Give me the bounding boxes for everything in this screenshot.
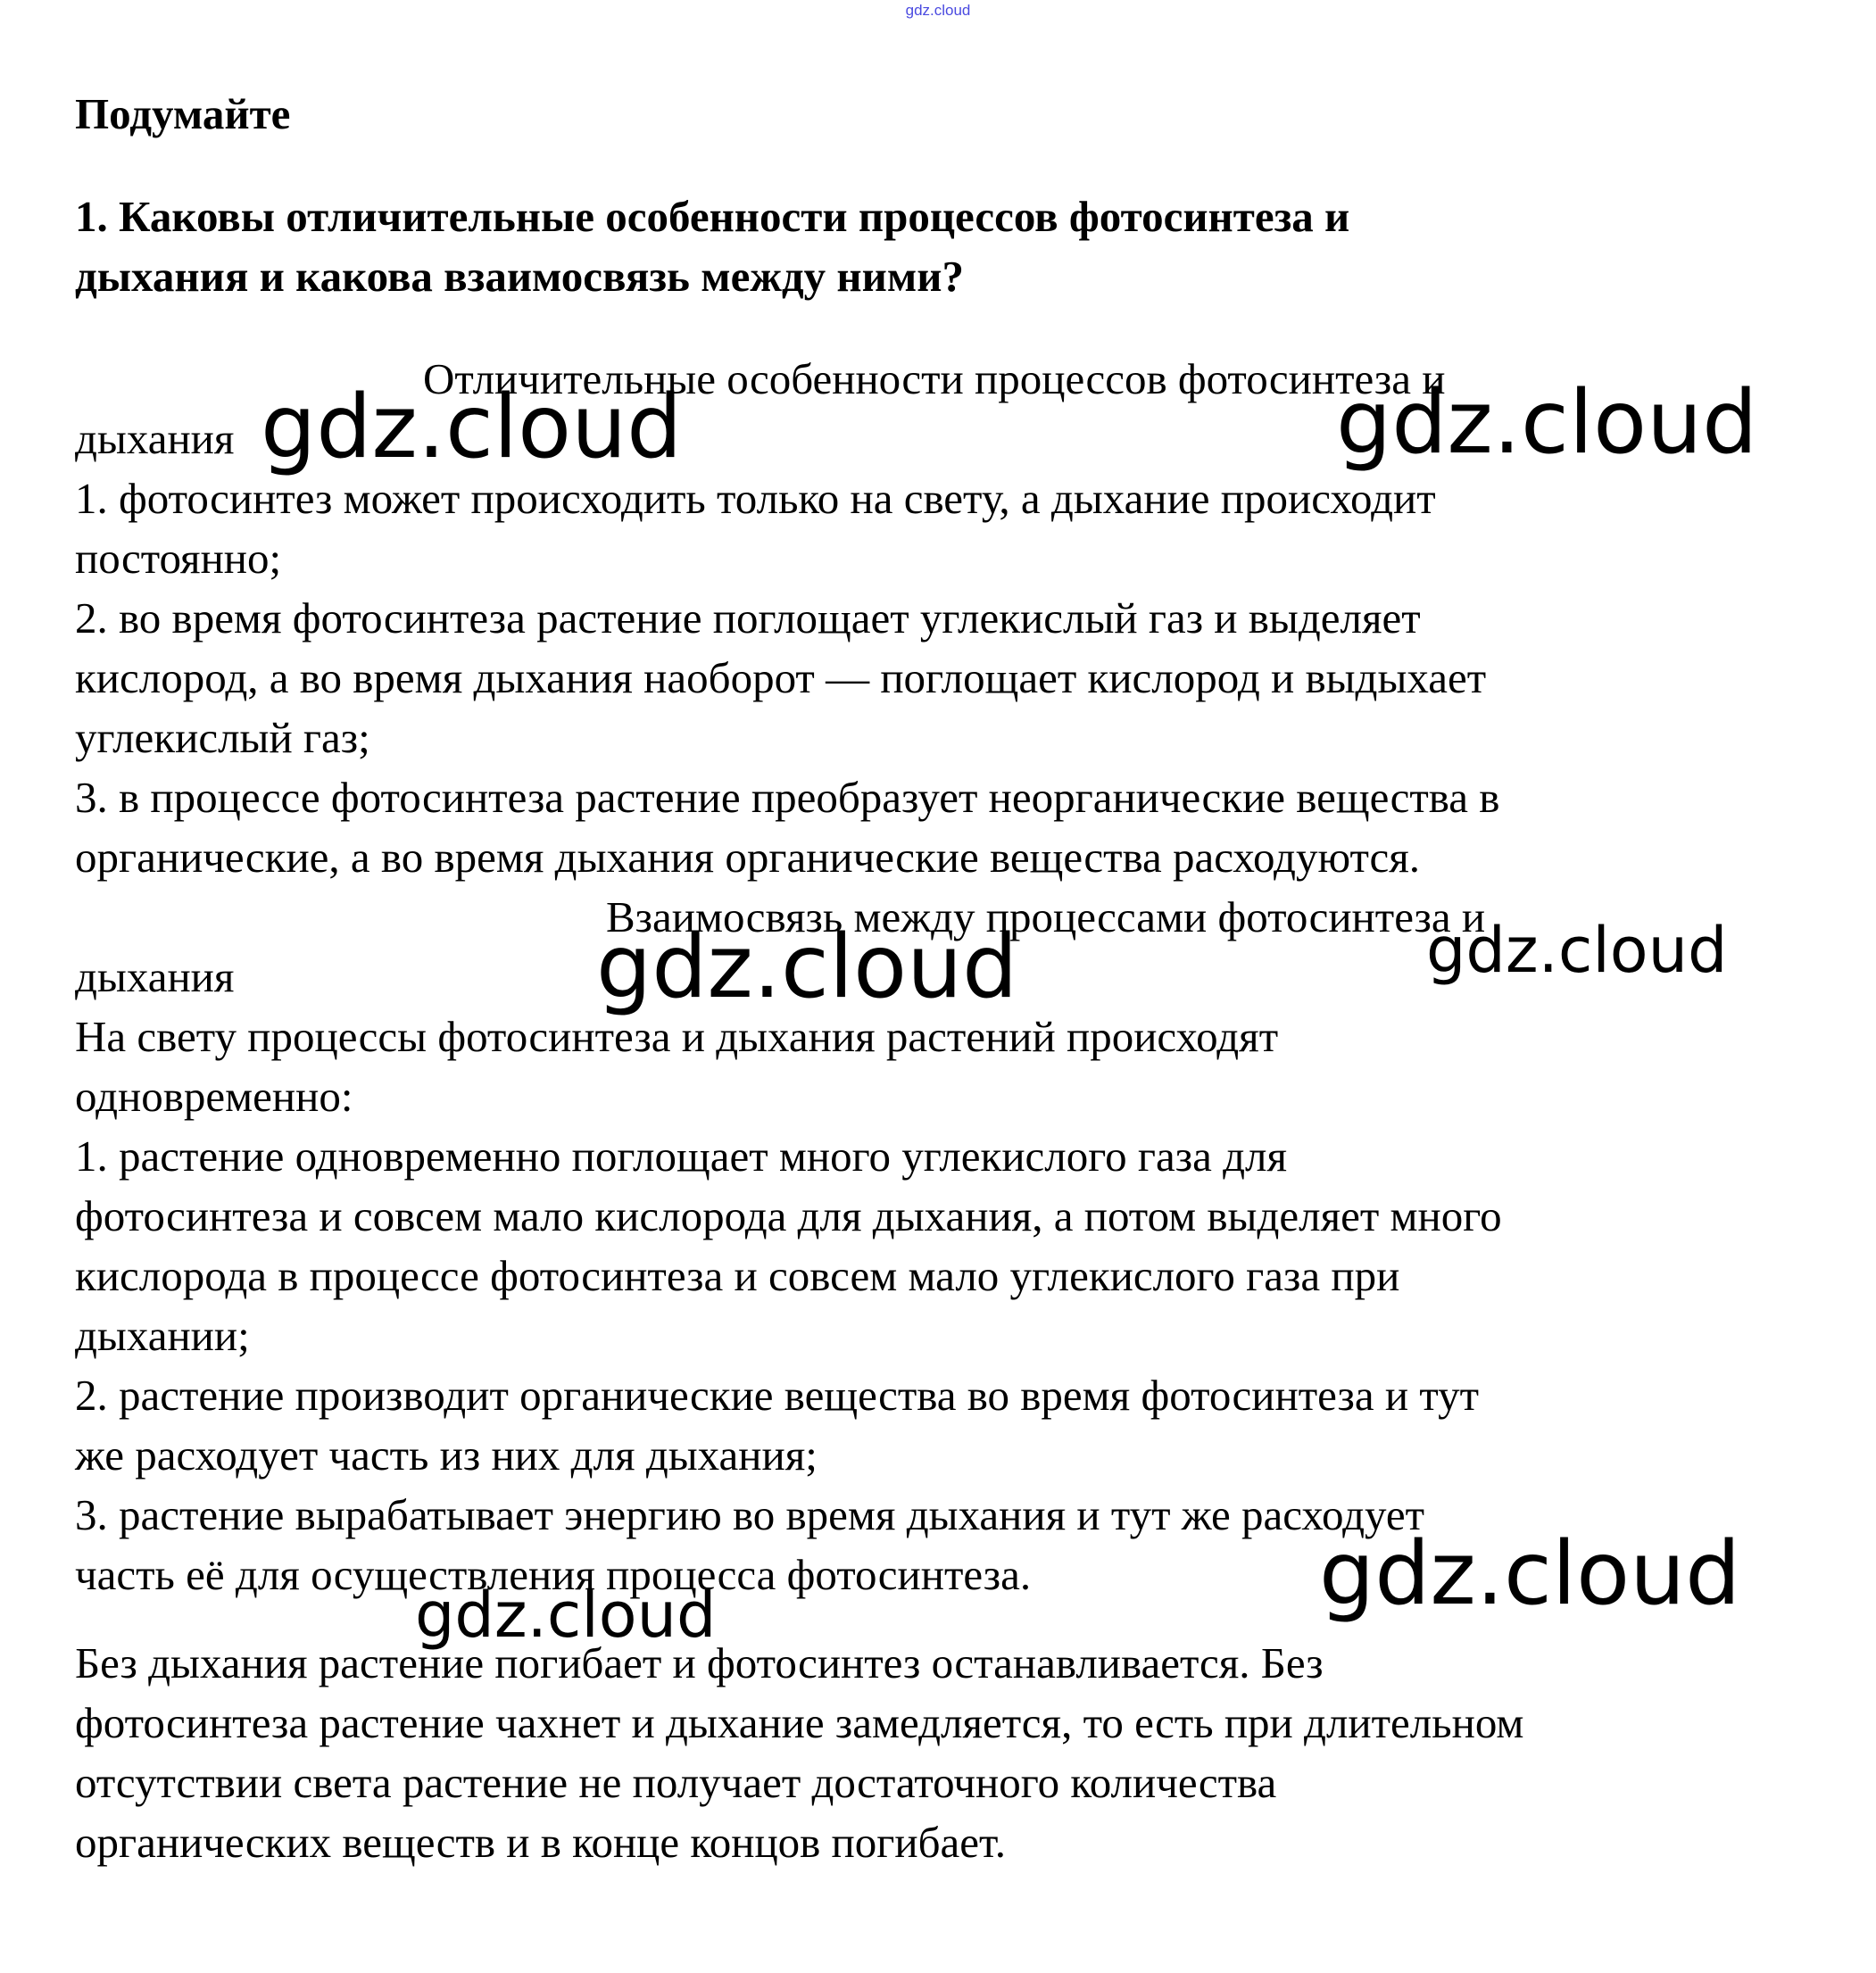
text-line: же расходует часть из них для дыхания; [75, 1430, 818, 1480]
text-line: 1. растение одновременно поглощает много углекислого газа для [75, 1132, 1288, 1181]
text-line: фотосинтеза и совсем мало кислорода для дыхания, а потом выделяет много [75, 1191, 1502, 1240]
watermark: gdz.cloud [1426, 914, 1728, 987]
text-line: постоянно; [75, 534, 282, 583]
watermark: gdz.cloud [415, 1579, 717, 1652]
text-line: часть её для осуществления процесса фотосинтеза. [75, 1550, 1032, 1599]
section-heading: Подумайте [75, 89, 291, 138]
text-line: органических веществ и в конце концов погибает. [75, 1818, 1006, 1867]
watermark: gdz.cloud [1319, 1523, 1741, 1625]
watermark: gdz.cloud [596, 916, 1018, 1018]
text-line: фотосинтеза растение чахнет и дыхание замедляется, то есть при длительном [75, 1698, 1524, 1747]
section2-title-line: Взаимосвязь между процессами фотосинтеза и [606, 892, 1486, 941]
watermark: gdz.cloud [261, 377, 683, 478]
text-line: кислород, а во время дыхания наоборот — поглощает кислород и выдыхает [75, 653, 1487, 702]
text-line: органические, а во время дыхания органические вещества расходуются. [75, 833, 1420, 882]
text-line: Без дыхания растение погибает и фотосинтез останавливается. Без [75, 1638, 1324, 1687]
section2-title-line: дыхания [75, 952, 235, 1001]
watermark: gdz.cloud [1336, 372, 1758, 474]
section1-item-3 [75, 767, 1824, 887]
text-line: 3. растение вырабатывает энергию во время дыхания и тут же расходует [75, 1490, 1425, 1539]
text-line: 3. в процессе фотосинтеза растение преобразует неорганические вещества в [75, 773, 1500, 822]
text-line: 2. растение производит органические вещества во время фотосинтеза и тут [75, 1371, 1480, 1420]
text-line: На свету процессы фотосинтеза и дыхания растений происходят [75, 1012, 1279, 1061]
section1-item-2 [75, 588, 1824, 767]
text-line: отсутствии света растение не получает достаточного количества [75, 1758, 1277, 1807]
section2-intro [75, 1007, 1824, 1126]
text-line: кислорода в процессе фотосинтеза и совсем мало углекислого газа при [75, 1251, 1400, 1300]
text-line: 1. фотосинтез может происходить только на свету, а дыхание происходит [75, 474, 1436, 523]
text-line: 2. во время фотосинтеза растение поглощает углекислый газ и выделяет [75, 593, 1421, 642]
conclusion [75, 1633, 1824, 1872]
section1-title-line: дыхания [75, 414, 235, 463]
section1-title-line: Отличительные особенности процессов фотосинтеза и [423, 354, 1446, 403]
question-line: 1. Каковы отличительные особенности процессов фотосинтеза и [75, 192, 1350, 241]
text-line: углекислый газ; [75, 713, 370, 762]
section2-item-2 [75, 1365, 1824, 1485]
section1-item-1 [75, 468, 1824, 588]
section2-item-1 [75, 1126, 1824, 1365]
text-line: дыхании; [75, 1311, 250, 1360]
question [75, 187, 1824, 306]
question-line: дыхания и какова взаимосвязь между ними? [75, 252, 964, 301]
text-line: одновременно: [75, 1072, 353, 1121]
top-watermark: gdz.cloud [905, 2, 971, 19]
